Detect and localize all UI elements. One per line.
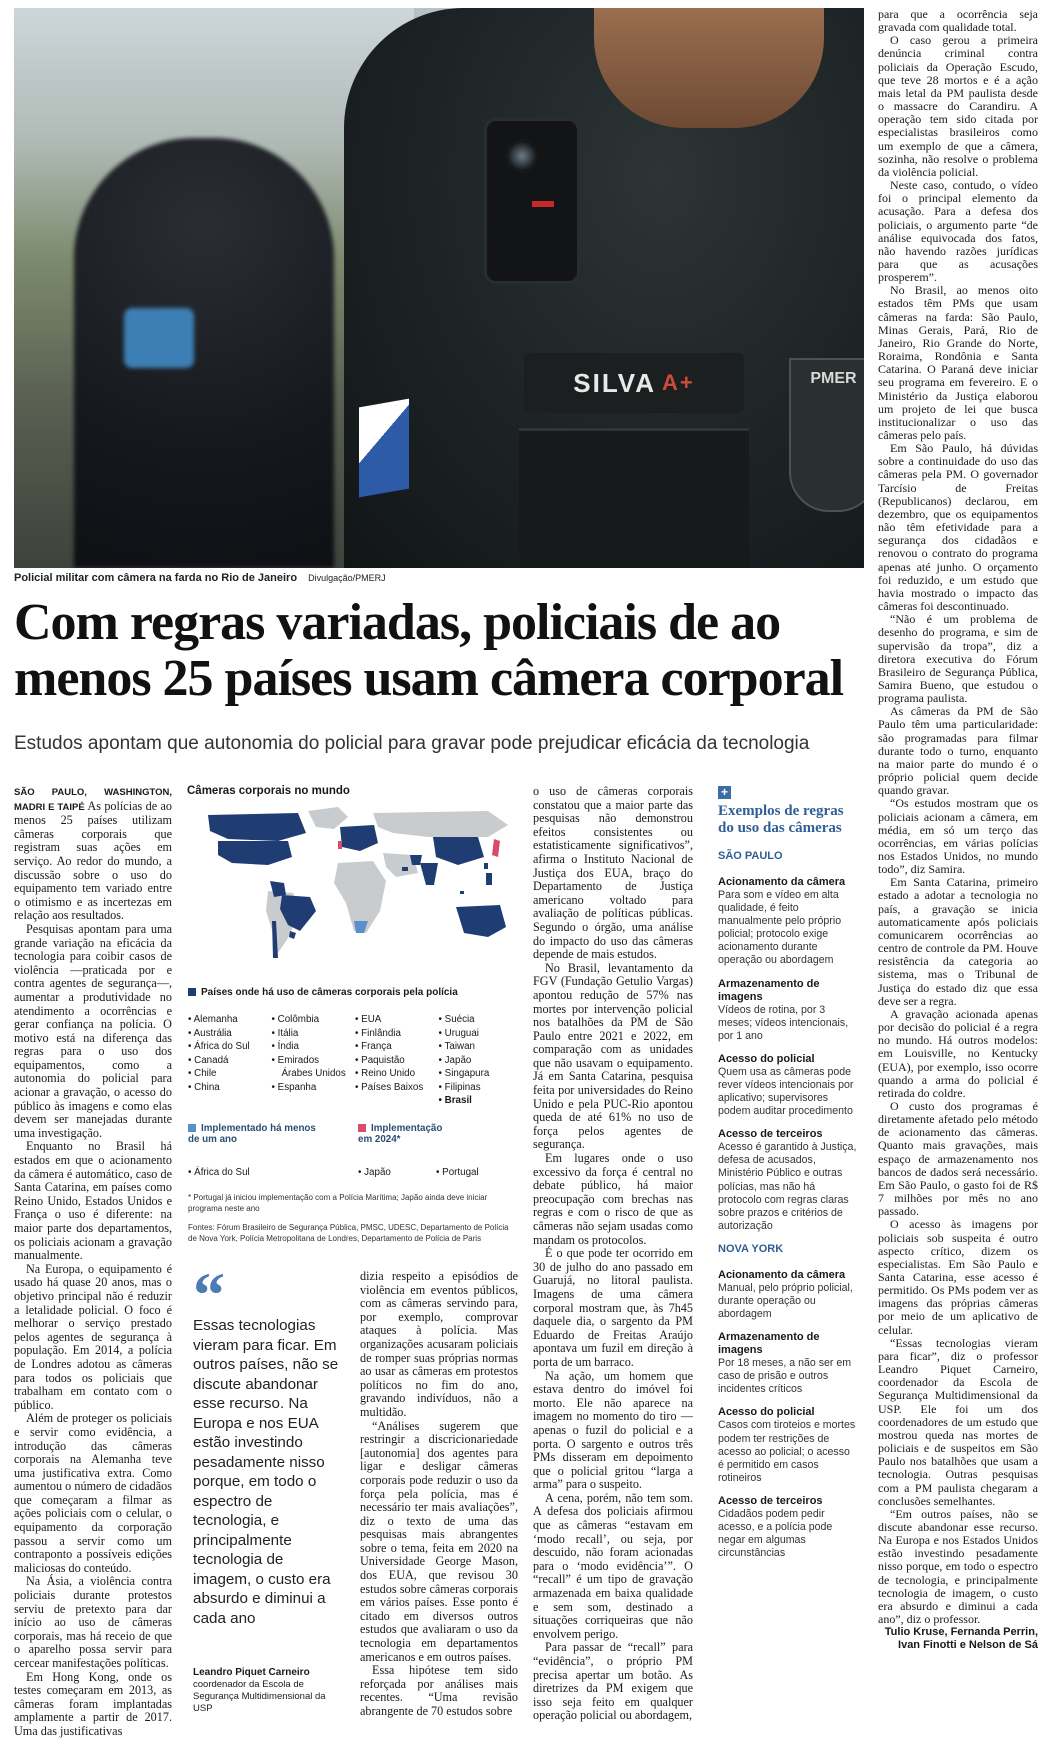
map-country-canada: [208, 813, 306, 841]
quote-attribution: [193, 1667, 343, 1715]
paragraph: “Essas tecnologias vieram para ficar”, diz o professor Leandro Piquet Carneiro, coordenador da Escola de Segurança Multidimensional da USP. Ele foi um dos coordenadores de um estudo que mostrou queda nas mortes de policiais e de suspeitos em São Paulo nos batalhões que usam a tecnologia. Outras pesquisas com a PM paulista chegaram a conclusões semelhantes.: [878, 1335, 1038, 1508]
country-list: [188, 1013, 518, 1108]
rule-text: Cidadãos podem pedir acesso, e a polícia pode negar em algumas circunstâncias: [718, 1507, 833, 1560]
legend-partial: Implementado há menos de um ano: [188, 1123, 316, 1145]
map-country-taiwan: [484, 863, 488, 869]
country-item: • Suécia: [439, 1013, 519, 1027]
rule-text: Acesso é garantido à Justiça, defesa de acusados, Ministério Público e outras polícias, mas não há protocolo com regras claras sobre prazos e critérios de autorização: [718, 1141, 857, 1232]
country-item: • Colômbia: [272, 1013, 352, 1027]
paragraph: O caso gerou a primeira denúncia criminal contra policiais da Operação Escudo, que teve 28 mortos e é a ação mais letal da PM paulista desde o massacre do Carandiru. A operação tem sido citada por especialistas brasileiros como um exemplo de que a câmera, sozinha, não resolve o problema da violência policial.: [878, 33, 1038, 179]
country-item: • Canadá: [188, 1054, 268, 1068]
country-item: • Alemanha: [188, 1013, 268, 1027]
country-item: • Brasil: [439, 1094, 519, 1108]
article-column-6: [878, 8, 1038, 1652]
country-item: • Singapura: [439, 1067, 519, 1081]
paragraph: No Brasil, levantamento da FGV (Fundação Getulio Vargas) apontou redução de 57% nas mortes por intervenção policial nos batalhões da PM de São Paulo entre 2021 e 2022, em comparação com as unidades que não usavam o equipamento. Já em Santa Catarina, pesquisa feita por universidades do Reino Unido e pela PUC-Rio apontou queda de até 61% no uso de força pelos agentes de segurança.: [533, 960, 693, 1152]
sidebar-section-sp: [718, 876, 858, 1233]
map-land-greenland: [308, 807, 348, 829]
country-item: • China: [188, 1081, 268, 1095]
headline: Com regras variadas, policiais de ao menos 25 países usam câmera corporal: [14, 594, 844, 707]
rule-heading: Armazenamento de imagens: [718, 977, 820, 1003]
photo-caption: [14, 572, 386, 584]
world-map: [188, 803, 518, 963]
sidebar-city: SÃO PAULO: [718, 850, 783, 862]
country-item: • EUA: [355, 1013, 435, 1027]
article-column-4: [533, 785, 693, 1723]
paragraph: “Análises sugerem que restringir a discricionariedade [autonomia] dos agentes para ligar e desligar câmeras corporais pode reduzir o uso da força pela polícia, mas é necessário ter mais avaliações”, diz o texto de uma das pesquisas mais abrangentes sobre o tema, feita em 2020 na Universidade George Mason, dos EUA, que revisou 30 estudos sobre câmeras corporais em vários países. Esse ponto é citado em diversos outros estudos que avaliaram o uso da tecnologia em departamentos americanos e em outros países.: [360, 1418, 518, 1664]
map-title: Câmeras corporais no mundo: [187, 785, 350, 797]
paragraph: Na ação, um homem que estava dentro do imóvel foi morto. Ele não aparece na imagem no momento do tiro —apenas o fuzil do policial e a porta. O sargento e outros três PMs disseram em depoimento que o policial gritou “larga a arma” para o suspeito.: [533, 1368, 693, 1492]
rule-text: Casos com tiroteios e mortes podem ter restrições de acesso ao policial; o acesso é permitido em casos rotineiros: [718, 1419, 856, 1484]
map-country-uae: [402, 867, 408, 871]
country-item: • Chile: [188, 1067, 268, 1081]
planned-country: • Portugal: [436, 1167, 479, 1178]
country-list-column: [355, 1013, 435, 1108]
legend-swatch-planned: [358, 1124, 366, 1132]
country-item: • Taiwan: [439, 1040, 519, 1054]
country-item: • Filipinas: [439, 1081, 519, 1095]
country-item: • Espanha: [272, 1081, 352, 1095]
rule-heading: Acesso de terceiros: [718, 1494, 823, 1507]
sidebar-city: NOVA YORK: [718, 1242, 784, 1255]
map-country-china: [433, 837, 484, 865]
pmerj-badge: [789, 358, 864, 512]
rule-heading: Armazenamento de imagens: [718, 1331, 820, 1357]
paragraph: o uso de câmeras corporais constatou que a maior parte das pesquisas não demonstrou efeitos consistentes ou estatisticamente significativos”, afirma o Instituto Nacional de Justiça dos EUA, braço do Departamento de Justiça americano voltado para avaliação de políticas públicas. Segundo o órgão, uma análise do impacto do uso das câmeras depende de mais estudos.: [533, 784, 693, 962]
plus-icon: +: [718, 786, 731, 799]
byline-authors: Tulio Kruse, Fernanda Perrin, Ivan Finotti e Nelson de Sá: [884, 1626, 1038, 1652]
article-column-3: [360, 1270, 518, 1719]
paragraph: dizia respeito a episódios de violência em eventos públicos, com as câmeras servindo para, por exemplo, comprovar ataques à polícia. Mas organizações acusaram policiais de romper suas próprias normas ao usar as câmeras em protestos políticos no fim do ano, gravando indivíduos, não a multidão.: [360, 1269, 518, 1419]
paragraph: As câmeras da PM de São Paulo têm uma particularidade: são programadas para filmar durante todo o turno, enquanto na maior parte do mundo é o próprio policial quem decide quando gravar.: [878, 704, 1038, 798]
camera-led: [532, 201, 554, 207]
country-item: • Países Baixos: [355, 1081, 435, 1095]
paragraph: É o que pode ter ocorrido em 30 de julho do ano passado em Guarujá, no litoral paulista. Imagens de uma câmera corporal mostram que, às 7h45 daquele dia, o sargento da PM Eduardo de Freitas Araújo apontava um fuzil em direção à porta de um barraco.: [533, 1246, 693, 1369]
map-country-portugal: [338, 841, 342, 849]
badge-text: PMER: [810, 370, 857, 387]
quote-author: Leandro Piquet Carneiro: [193, 1667, 310, 1678]
paragraph: SÃO PAULO, WASHINGTON, MADRI E TAIPÉ As polícias de ao menos 25 países utilizam câmeras corporais que registram suas ações em serviço. Ao redor do mundo, a discussão sobre o uso do equipamento tem variado entre o otimismo e as incertezas em relação aos resultados.: [14, 787, 172, 923]
caption-text: Policial militar com câmera na farda no Rio de Janeiro: [14, 572, 298, 584]
map-country-usa: [218, 841, 292, 865]
paragraph: Enquanto no Brasil há estados em que o acionamento da câmera é automático, caso de Santa Catarina, em países como Reino Unido, Estados Unidos e França o uso é diferente: na maior parte dos departamentos, os policiais acionam a gravação manualmente.: [14, 1139, 172, 1263]
paragraph: Em Hong Kong, onde os testes começaram em 2013, as câmeras foram implantadas amplamente a partir de 2017. Uma das justificativas: [14, 1669, 172, 1738]
article-column-1: [14, 785, 172, 1739]
country-item: • Uruguai: [439, 1027, 519, 1041]
rule-text: Por 18 meses, a não ser em caso de prisão e outros incidentes críticos: [718, 1357, 852, 1396]
country-item: • Emirados: [272, 1054, 352, 1068]
map-country-europe: [340, 825, 378, 851]
map-country-australia: [456, 905, 506, 937]
name-tag: [524, 353, 744, 413]
rule-text: Manual, pelo próprio policial, durante operação ou abordagem: [718, 1281, 853, 1321]
rule-heading: Acesso de terceiros: [718, 1128, 823, 1141]
country-item: • Itália: [272, 1027, 352, 1041]
country-list-column: [272, 1013, 352, 1108]
pull-quote: Essas tecnologias vieram para ficar. Em outros países, não se discute abandonar esse recurso. Na Europa e nos EUA estão investindo pesadamente nisso porque, em todo o espectro de tecnologia, e principalmente tecnologia de imagem, o custo era absurdo e diminui a cada ano: [193, 1317, 339, 1627]
planned-country: • Japão: [358, 1167, 391, 1178]
rule-text: Vídeos de rotina, por 3 meses; vídeos intencionais, por 1 ano: [718, 1003, 849, 1042]
name-tag-name: SILVA: [573, 367, 656, 398]
paragraph: O acesso às imagens por policiais sob suspeita é outro aspecto crítico, dizem os especialistas. Em São Paulo e Santa Catarina, esse acesso é permitido. Os PMs podem ver as imagens das próprias câmeras por meio de um aplicativo de celular.: [878, 1217, 1038, 1337]
paragraph: Em lugares onde o uso excessivo da força é central no debate público, há maior preocupação com brechas nas regras e com o risco de que as câmeras não sejam usadas como mandam os protocolos.: [533, 1151, 693, 1247]
paragraph: Neste caso, contudo, o vídeo foi o principal elemento da acusação. Para a defesa dos policiais, o argumento parte “de análise equivocada dos fatos, não havendo razões jurídicas para que as acusações prosperem”.: [878, 178, 1038, 285]
paragraph: No Brasil, ao menos oito estados têm PMs que usam câmeras na farda: São Paulo, Minas Gerais, Pará, Rio de Janeiro, Rio Grande do Norte, Roraima, Rondônia e Santa Catarina. O Paraná deve iniciar seu programa em fevereiro. E o Ministério da Justiça elaborou um projeto de lei que busca institucionalizar o uso das câmeras pelo país.: [878, 283, 1038, 442]
paragraph: “Não é um problema de desenho do programa, e sim de supervisão da tropa”, diz a diretora executiva do Fórum Brasileiro de Segurança Pública, Samira Bueno, que estudou o programa paulista.: [878, 612, 1038, 706]
country-item: • Austrália: [188, 1027, 268, 1041]
legend-planned: Implementação em 2024*: [358, 1123, 443, 1145]
subheadline: Estudos apontam que autonomia do policial para gravar pode prejudicar eficácia da tecnologia: [14, 733, 810, 754]
paragraph: Em São Paulo, há dúvidas sobre a continuidade do uso das câmeras pela PM. O governador Tarcísio de Freitas (Republicanos) declarou, em dezembro, que os equipamentos não têm efetividade para a segurança dos cidadãos e renovou o contrato do programa apenas até junho. O orçamento foi reduzido, e um estudo que havia mostrado o impacto das câmeras foi descontinuado.: [878, 441, 1038, 614]
country-item: • África do Sul: [188, 1040, 268, 1054]
paragraph: Pesquisas apontam para uma grande variação na eficácia da tecnologia para coibir casos de violência —praticada por e contra agentes de segurança—, aumentar a produtividade no atendimento a ocorrências e gerar confiança na polícia. O motivo está na diferença das regras para o uso dos equipamentos, como a autonomia do policial para acionar a gravação, o acesso do público às imagens e como elas devem ser manejadas durante uma investigação.: [14, 921, 172, 1140]
legend-swatch-partial: [188, 1124, 196, 1132]
uniform-pocket: [519, 428, 749, 568]
paragraph: “Em outros países, não se discute abandonar esse recurso. Na Europa e nos Estados Unidos estão investindo pesadamente nisso porque, em todo o espectro de tecnologia, e principalmente tecnologia de imagem, o custo era absurdo e diminui a cada ano”, diz o professor.: [878, 1506, 1038, 1627]
photo-credit: Divulgação/PMERJ: [308, 573, 386, 583]
country-item: • Índia: [272, 1040, 352, 1054]
paragraph: Essa hipótese tem sido reforçada por análises mais recentes. “Uma revisão abrangente de 70 estudos sobre: [360, 1663, 518, 1718]
rule-heading: Acionamento da câmera: [718, 1268, 846, 1281]
country-item: • Finlândia: [355, 1027, 435, 1041]
country-item: • Japão: [439, 1054, 519, 1068]
map-legend-main: Países onde há uso de câmeras corporais pela polícia: [188, 987, 458, 998]
paragraph: A gravação acionada apenas por decisão do policial é a regra no mundo. Há outros modelos: em Louisville, no Kentucky (EUA), por exemplo, isso ocorre quando a arma do policial é retirada do coldre.: [878, 1006, 1038, 1100]
quote-role: coordenador da Escola de Segurança Multidimensional da USP: [193, 1679, 326, 1714]
paragraph: Na Europa, o equipamento é usado há quase 20 anos, mas o objetivo principal não é reduzir a letalidade policial. O foco é melhorar o serviço prestado pelos agentes de segurança à população. Em 2014, a polícia de Londres adotou as câmeras para todos os policiais que trabalham em contato com o público.: [14, 1261, 172, 1412]
rule-text: Quem usa as câmeras pode rever vídeos intencionais por aplicativo; supervisores podem auditar procedimento: [718, 1065, 854, 1118]
country-item: Árabes Unidos: [281, 1068, 346, 1079]
country-item: • Paquistão: [355, 1054, 435, 1068]
country-list-column: [439, 1013, 519, 1108]
rule-heading: Acesso do policial: [718, 1406, 815, 1419]
shoulder-patch: [124, 308, 194, 368]
body-camera: [484, 118, 580, 284]
rule-heading: Acionamento da câmera: [718, 876, 846, 888]
paragraph: O custo dos programas é diretamente afetado pelo método de acionamento das câmeras. Quanto mais gravações, mais espaço de armazenamento nos bancos de dados será necessário. Em São Paulo, o gasto foi de R$ 7 milhões por mês no ano passado.: [878, 1098, 1038, 1219]
map-sources: Fontes: Fórum Brasileiro de Segurança Pública, PMSC, UDESC, Departamento de Polícia de Nova York, Polícia Metropolitana de Londres, Departamento de Polícia de Paris: [188, 1223, 509, 1243]
quote-mark-icon: “: [193, 1259, 225, 1330]
partial-country: • África do Sul: [188, 1167, 250, 1178]
paragraph: Na Ásia, a violência contra policiais durante protestos serviu de pretexto para dar início ao uso de câmeras corporais, mas há receio de que o aparelho possa servir para cercear manifestações políticas.: [14, 1574, 172, 1670]
map-country-india: [420, 863, 438, 885]
sidebar-title: Exemplos de regras do uso das câmeras: [718, 803, 844, 836]
map-land-russia: [373, 811, 508, 837]
map-footnote: * Portugal já iniciou implementação com a Polícia Marítima; Japão ainda deve iniciar programa neste ano: [188, 1193, 488, 1213]
lead-photo: [14, 8, 864, 568]
dateline: SÃO PAULO, WASHINGTON, MADRI E TAIPÉ: [14, 787, 172, 813]
sidebar-section-ny: [718, 1269, 858, 1560]
map-country-japan: [492, 839, 500, 857]
flag-patch: [359, 399, 409, 498]
country-item: • Reino Unido: [355, 1067, 435, 1081]
rule-heading: Acesso do policial: [718, 1052, 815, 1065]
legend-swatch-main: [188, 988, 196, 996]
rules-sidebar: [718, 850, 858, 1570]
paragraph: A cena, porém, não tem som. A defesa dos policiais afirmou que as câmeras “estavam em ‘modo recall’, ou seja, por descuido, não foram acionadas para o ‘modo evidência’”. O “recall” é um tipo de gravação armazenada em baixa qualidade e sem som, destinado a situações corriqueiras que não envolvem perigo.: [533, 1490, 693, 1641]
map-country-philippines: [486, 873, 492, 885]
rule-text: Para som e vídeo em alta qualidade, é feito manualmente pelo próprio policial; protocolo exige acionamento durante operação ou abordagem: [718, 889, 842, 967]
paragraph: “Os estudos mostram que os policiais acionam a câmera, em média, em só um terço das ocorrências, em várias polícias nos Estados Unidos, no mundo todo”, diz Samira.: [878, 796, 1038, 877]
map-country-pakistan: [410, 855, 422, 865]
map-country-uruguay: [289, 931, 296, 939]
photo-background-officer: [74, 138, 334, 568]
name-tag-rank: A+: [661, 370, 695, 395]
country-list-column: [188, 1013, 268, 1108]
paragraph: Em Santa Catarina, primeiro estado a adotar a tecnologia no país, a gravação se inicia automaticamente após policiais comunicarem ocorrências ao centro de controle da PM. Houve resistência da categoria ao sistema, mas o Tribunal de Justiça do estado diz que essa deve ser a regra.: [878, 875, 1038, 1008]
paragraph: Além de proteger os policiais e servir como evidência, a introdução das câmeras corporais na Alemanha teve uma justificativa extra. Como aumentou o número de cidadãos que começaram a filmar as ações policiais com o celular, o equipamento da corporação passou a servir como um contraponto a possíveis edições maliciosas do conteúdo.: [14, 1411, 172, 1575]
country-item: • França: [355, 1040, 435, 1054]
camera-lens: [505, 139, 539, 173]
paragraph: Para passar de “recall” para “evidência”, o próprio PM precisa apertar um botão. As diretrizes da PM exigem que isso seja feito em qualquer operação policial ou abordagem,: [533, 1640, 693, 1723]
paragraph: para que a ocorrência seja gravada com qualidade total.: [878, 7, 1038, 35]
map-country-singapore: [460, 891, 464, 894]
